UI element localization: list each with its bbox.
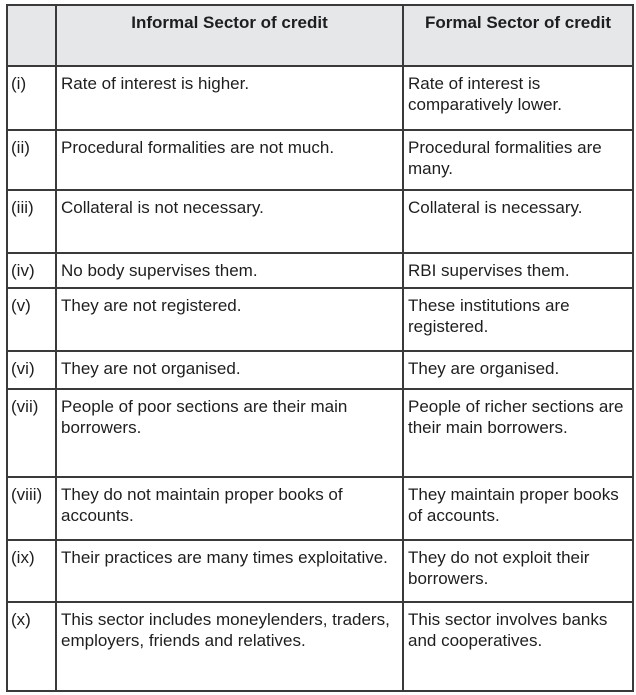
header-formal-sector: Formal Sector of credit [403, 5, 633, 66]
row-number: (v) [7, 288, 56, 351]
table-row [7, 288, 633, 351]
formal-cell: People of richer sections are their main borrowers. [403, 389, 633, 477]
informal-cell: Procedural formalities are not much. [56, 130, 403, 190]
table-row [7, 253, 633, 288]
informal-cell: No body supervises them. [56, 253, 403, 288]
header-informal-sector: Informal Sector of credit [56, 5, 403, 66]
table-row [7, 130, 633, 190]
comparison-table [6, 4, 634, 692]
table-row [7, 540, 633, 602]
row-number: (ii) [7, 130, 56, 190]
formal-cell: RBI supervises them. [403, 253, 633, 288]
row-number: (viii) [7, 477, 56, 540]
informal-cell: They are not organised. [56, 351, 403, 389]
table-row [7, 602, 633, 691]
formal-cell: These institutions are registered. [403, 288, 633, 351]
informal-cell: People of poor sections are their main borrowers. [56, 389, 403, 477]
row-number: (iv) [7, 253, 56, 288]
informal-cell: Collateral is not necessary. [56, 190, 403, 253]
informal-cell: This sector includes moneylenders, traders, employers, friends and relatives. [56, 602, 403, 691]
formal-cell: They maintain proper books of accounts. [403, 477, 633, 540]
table-row [7, 190, 633, 253]
row-number: (iii) [7, 190, 56, 253]
informal-cell: Their practices are many times exploitative. [56, 540, 403, 602]
informal-cell: Rate of interest is higher. [56, 66, 403, 130]
row-number: (vi) [7, 351, 56, 389]
formal-cell: They are organised. [403, 351, 633, 389]
formal-cell: Procedural formalities are many. [403, 130, 633, 190]
table-row [7, 66, 633, 130]
formal-cell: Collateral is necessary. [403, 190, 633, 253]
table-row [7, 351, 633, 389]
row-number: (x) [7, 602, 56, 691]
header-row [7, 5, 633, 66]
header-number [7, 5, 56, 66]
table-row [7, 477, 633, 540]
formal-cell: They do not exploit their borrowers. [403, 540, 633, 602]
informal-cell: They do not maintain proper books of accounts. [56, 477, 403, 540]
table-row [7, 389, 633, 477]
row-number: (ix) [7, 540, 56, 602]
row-number: (vii) [7, 389, 56, 477]
formal-cell: This sector involves banks and cooperatives. [403, 602, 633, 691]
informal-cell: They are not registered. [56, 288, 403, 351]
row-number: (i) [7, 66, 56, 130]
formal-cell: Rate of interest is comparatively lower. [403, 66, 633, 130]
